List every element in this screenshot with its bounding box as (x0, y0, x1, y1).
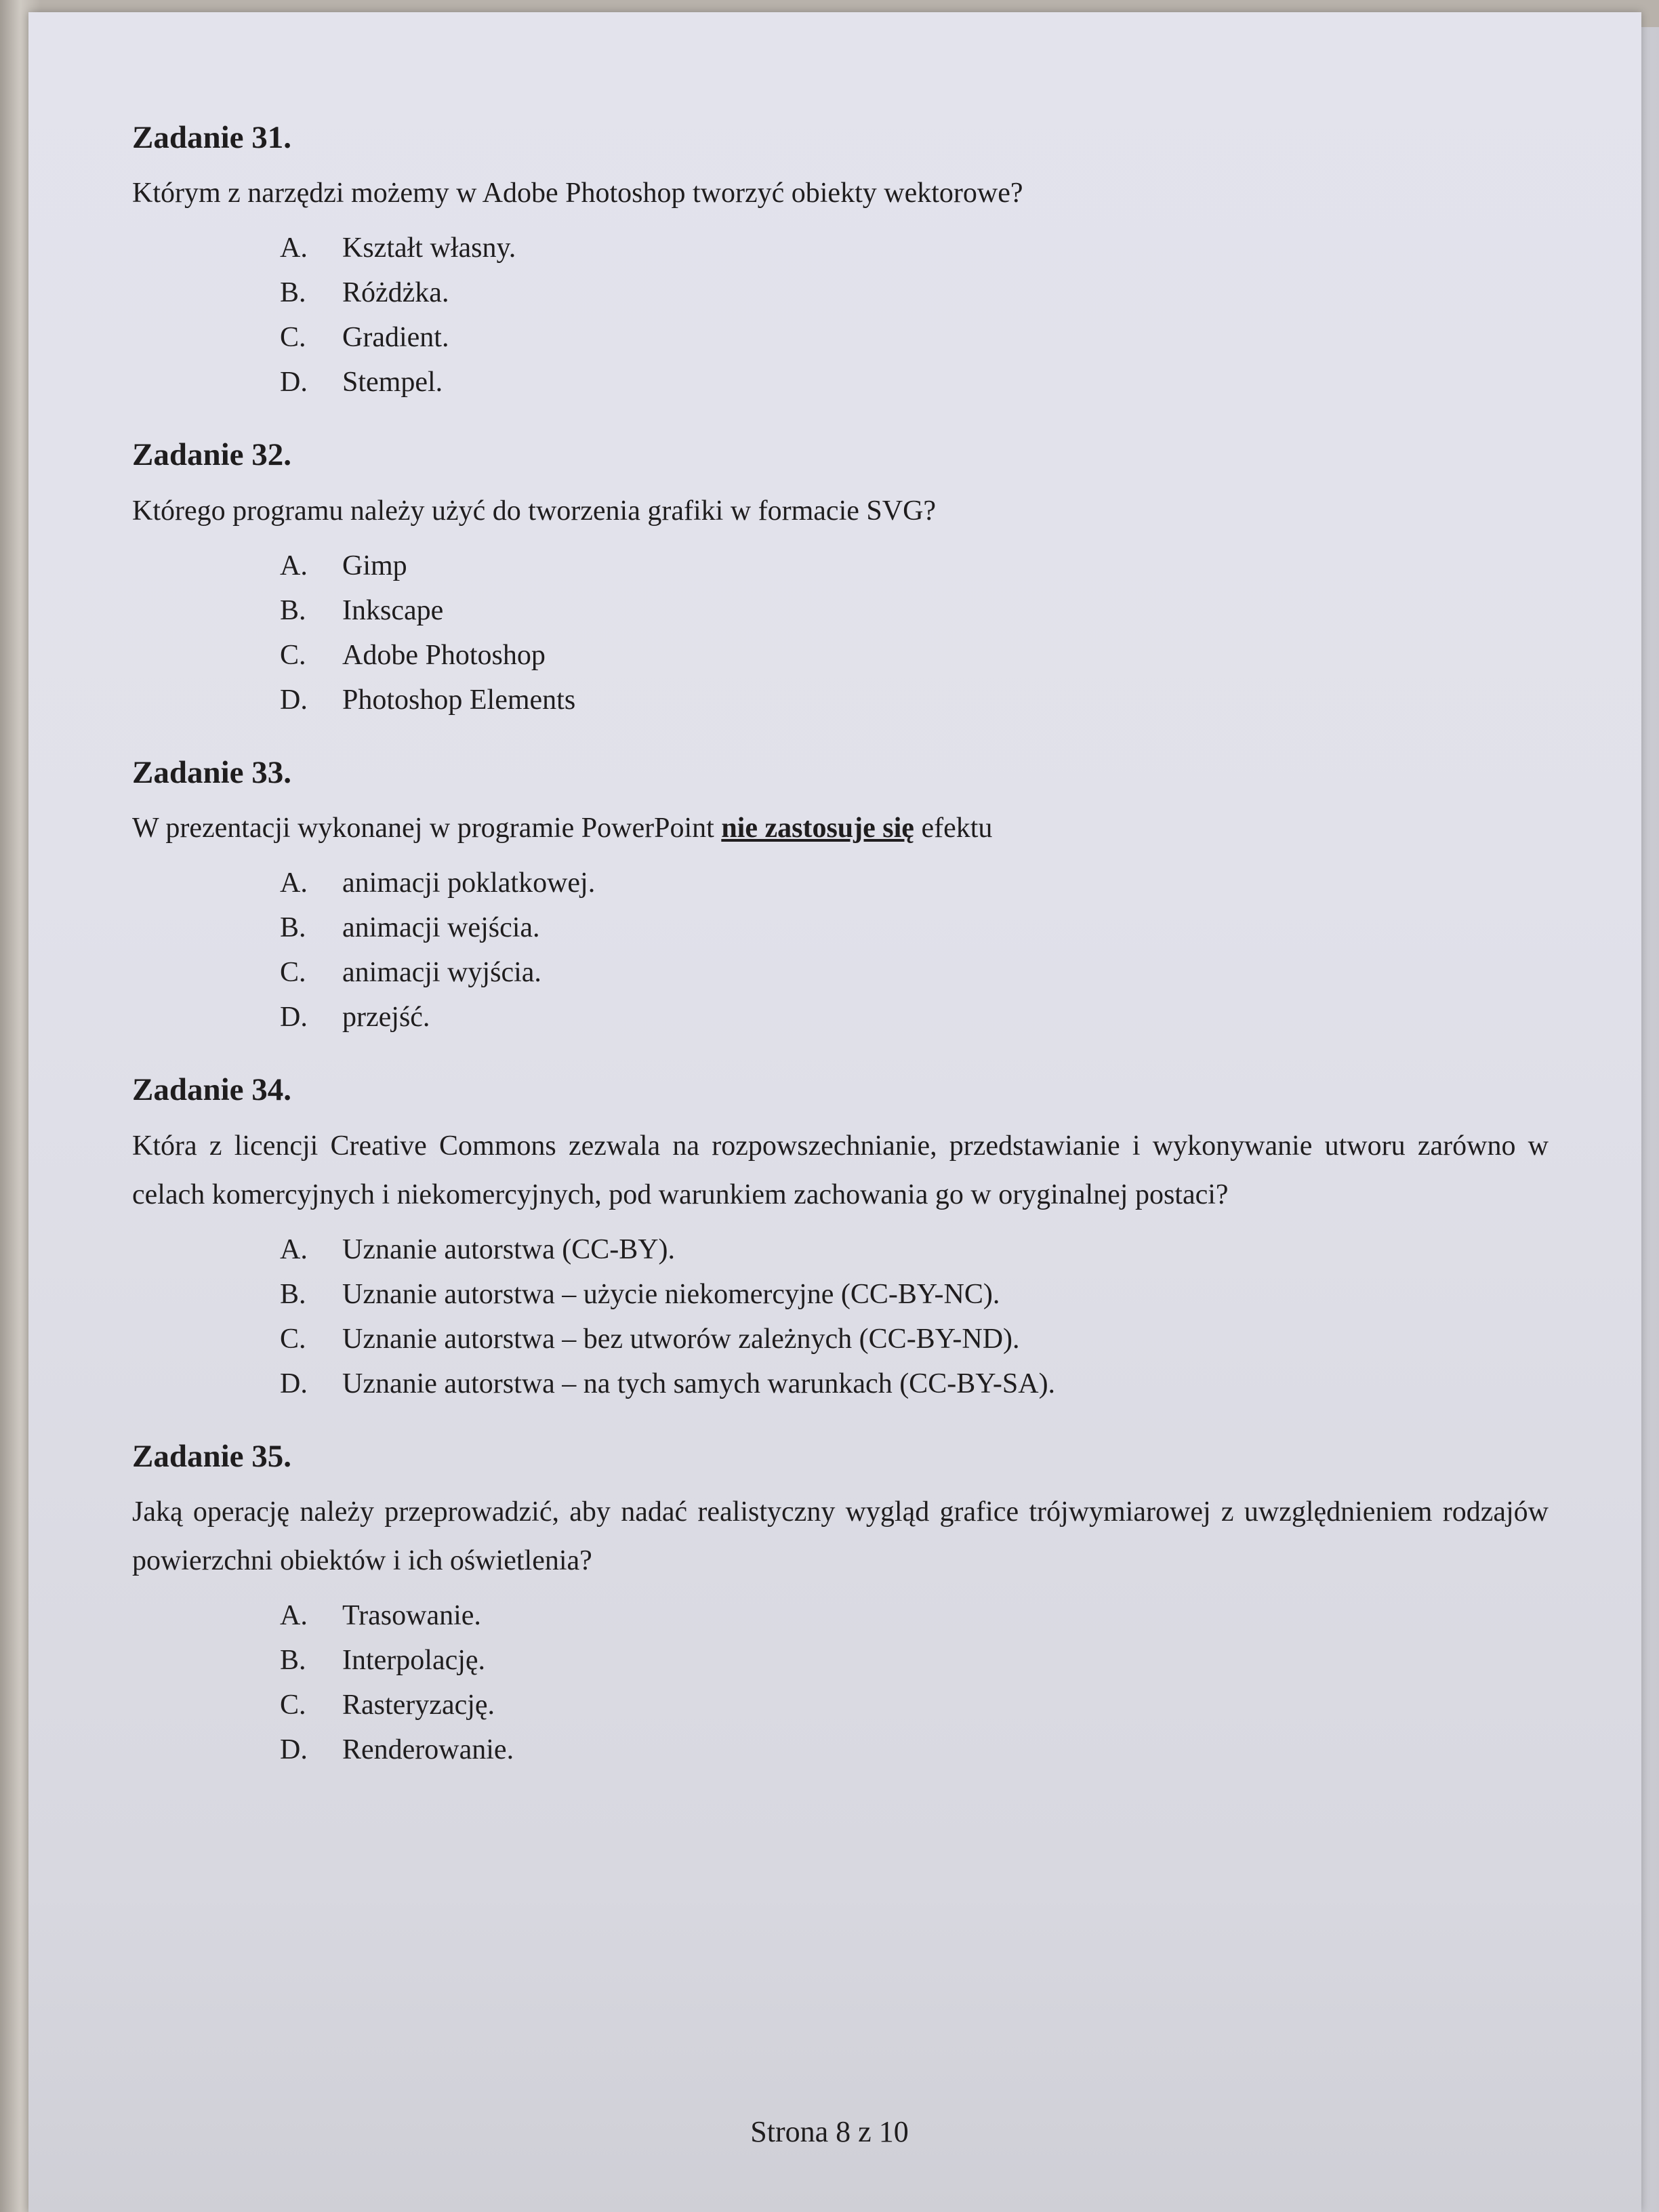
answer-letter: D. (280, 684, 308, 716)
question-emphasis: nie zastosuje się (721, 813, 914, 844)
answer-text: Inkscape (342, 594, 444, 626)
answer-letter: D. (280, 1734, 308, 1765)
answer-option-d (280, 360, 1555, 405)
answer-letter: B. (280, 277, 306, 309)
answer-text: Gimp (342, 550, 407, 581)
answer-option-c (280, 1683, 1555, 1727)
answer-text: Photoshop Elements (342, 684, 576, 716)
task-title: Zadanie 32. (132, 437, 292, 473)
task-33 (132, 754, 1555, 1040)
task-34 (132, 1071, 1555, 1406)
answer-letter: A. (280, 867, 308, 899)
answer-option-c (280, 950, 1555, 995)
answer-option-a (280, 1227, 1555, 1272)
answer-letter: D. (280, 367, 308, 398)
answer-text: Uznanie autorstwa – bez utworów zależnych (CC-BY-ND). (342, 1323, 1020, 1355)
answer-option-b (280, 905, 1555, 950)
answer-option-c (280, 315, 1555, 360)
answer-option-d (280, 1361, 1555, 1406)
answer-text: animacji wyjścia. (342, 957, 541, 989)
answer-text: Adobe Photoshop (342, 639, 546, 671)
answer-text: Rasteryzację. (342, 1689, 495, 1721)
answer-option-d (280, 1727, 1555, 1772)
task-title: Zadanie 34. (132, 1072, 292, 1108)
answer-letter: C. (280, 322, 306, 354)
answer-letter: C. (280, 639, 306, 671)
answer-option-a (280, 861, 1555, 905)
task-question (132, 804, 1555, 853)
page-content (132, 119, 1555, 1803)
answer-text: animacji wejścia. (342, 912, 540, 944)
task-31 (132, 119, 1555, 405)
answer-option-a (280, 544, 1555, 588)
answer-letter: A. (280, 550, 308, 581)
answer-option-a (280, 226, 1555, 270)
question-text: W prezentacji wykonanej w programie PowerPoint (132, 813, 722, 844)
answer-text: Gradient. (342, 322, 449, 354)
answer-text: przejść. (342, 1002, 430, 1033)
task-35 (132, 1437, 1555, 1772)
answer-option-b (280, 1638, 1555, 1683)
answer-list (132, 544, 1555, 722)
task-question: Którym z narzędzi możemy w Adobe Photoshop tworzyć obiekty wektorowe? (132, 178, 1023, 209)
answer-list (132, 1593, 1555, 1772)
answer-text: Interpolację. (342, 1644, 486, 1676)
answer-list (132, 226, 1555, 405)
task-question: Którego programu należy użyć do tworzenia grafiki w formacie SVG? (132, 495, 937, 527)
answer-letter: C. (280, 1689, 306, 1721)
question-text: efektu (914, 813, 993, 844)
answer-letter: D. (280, 1368, 308, 1399)
answer-letter: C. (280, 957, 306, 989)
page-number: Strona 8 z 10 (750, 2115, 909, 2148)
answer-option-a (280, 1593, 1555, 1638)
answer-letter: A. (280, 1599, 308, 1631)
answer-letter: B. (280, 594, 306, 626)
answer-letter: B. (280, 1644, 306, 1676)
answer-option-b (280, 1272, 1555, 1317)
task-title: Zadanie 31. (132, 120, 292, 155)
answer-option-c (280, 1317, 1555, 1361)
answer-list (132, 861, 1555, 1040)
answer-option-d (280, 678, 1555, 722)
task-32 (132, 436, 1555, 722)
answer-letter: D. (280, 1002, 308, 1033)
answer-letter: A. (280, 1233, 308, 1265)
answer-text: Uznanie autorstwa – na tych samych warunkach (CC-BY-SA). (342, 1368, 1056, 1399)
answer-text: Uznanie autorstwa – użycie niekomercyjne (CC-BY-NC). (342, 1278, 1000, 1310)
task-question: Jaką operację należy przeprowadzić, aby nadać realistyczny wygląd grafice trójwymiarowej z uwzględnieniem rodzajów powierzchni obiektów i ich oświetlenia? (132, 1496, 1549, 1576)
answer-text: Trasowanie. (342, 1599, 481, 1631)
answer-text: Stempel. (342, 367, 443, 398)
answer-text: Uznanie autorstwa (CC-BY). (342, 1233, 676, 1265)
answer-option-c (280, 633, 1555, 678)
answer-letter: C. (280, 1323, 306, 1355)
answer-letter: B. (280, 1278, 306, 1310)
answer-text: Kształt własny. (342, 232, 516, 264)
task-title: Zadanie 35. (132, 1438, 292, 1474)
answer-option-d (280, 995, 1555, 1040)
answer-text: animacji poklatkowej. (342, 867, 596, 899)
answer-list (132, 1227, 1555, 1406)
task-question: Która z licencji Creative Commons zezwala na rozpowszechnianie, przedstawianie i wykonywanie utworu zarówno w celach komercyjnych i niekomercyjnych, pod warunkiem zachowania go w oryginalnej postaci? (132, 1130, 1549, 1210)
task-title: Zadanie 33. (132, 754, 292, 790)
answer-option-b (280, 588, 1555, 633)
answer-letter: B. (280, 912, 306, 944)
answer-letter: A. (280, 232, 308, 264)
answer-text: Renderowanie. (342, 1734, 514, 1765)
answer-option-b (280, 270, 1555, 315)
answer-text: Różdżka. (342, 277, 449, 309)
